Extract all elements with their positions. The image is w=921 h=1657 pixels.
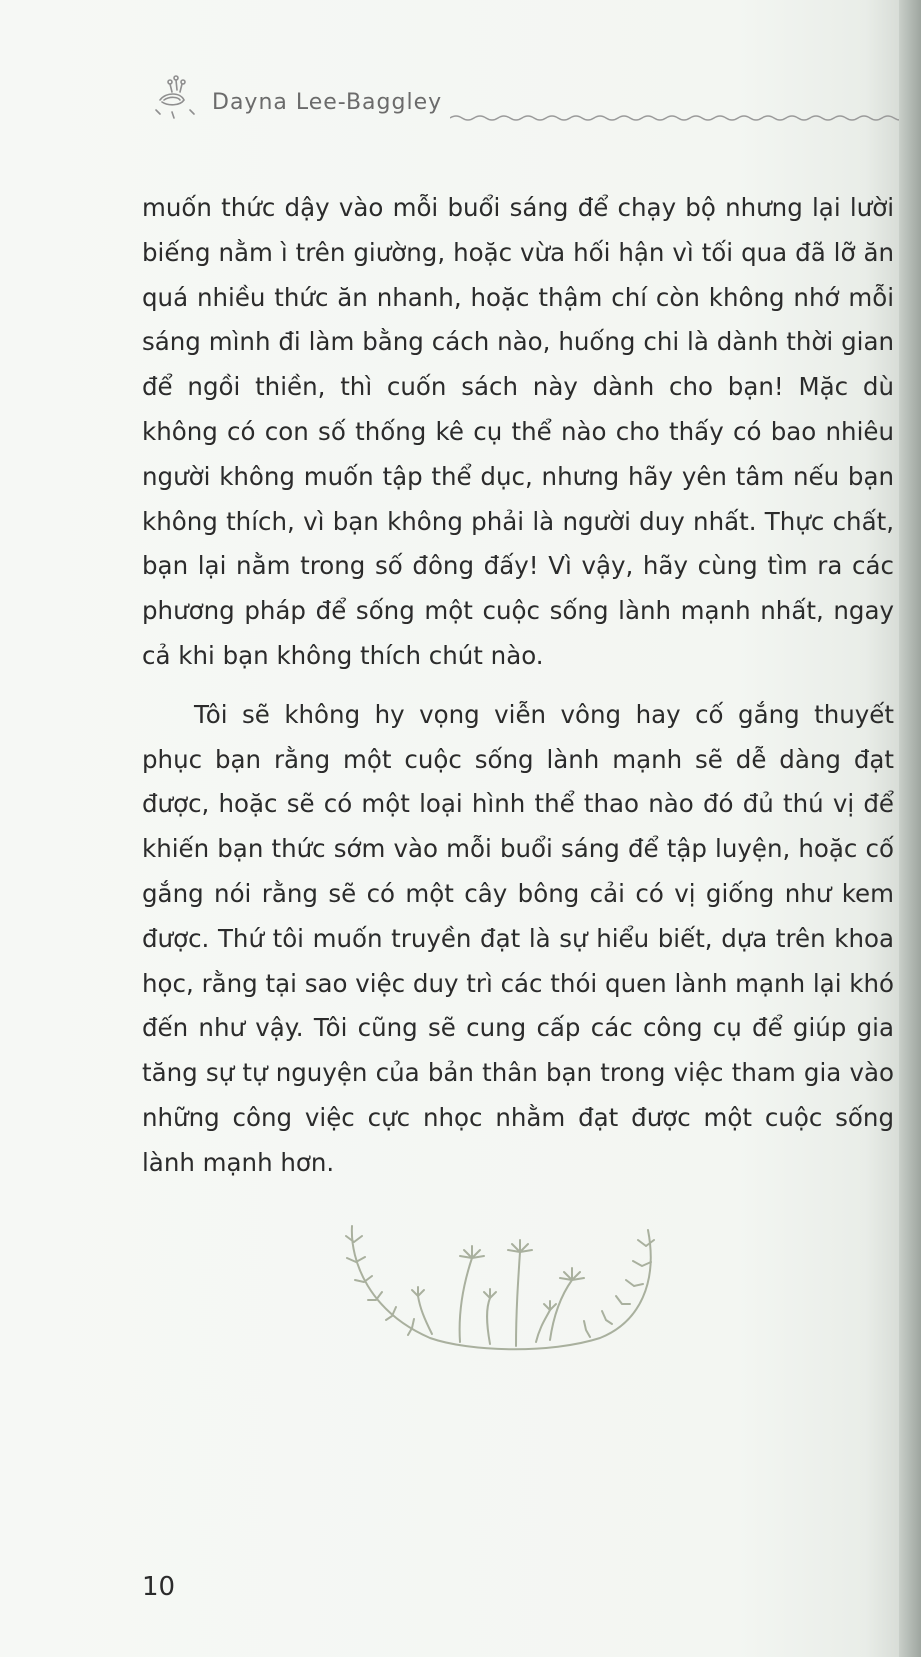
paragraph: muốn thức dậy vào mỗi buổi sáng để chạy bộ nhưng lại lười biếng nằm ì trên giường, hoặc vừa hối hận vì tối qua đã lỡ ăn quá nhiều thức ăn nhanh, hoặc thậm chí còn không nhớ mỗi sáng mình đi làm bằng cách nào, huống chi là dành thời gian để ngồi thiền, thì cuốn sách này dành cho bạn! Mặc dù không có con số thống kê cụ thể nào cho thấy có bao nhiêu người không muốn tập thể dục, nhưng hãy yên tâm nếu bạn không thích, vì bạn không phải là người duy nhất. Thực chất, bạn lại nằm trong số đông đấy! Vì vậy, hãy cùng tìm ra các phương pháp để sống một cuộc sống lành mạnh nhất, ngay cả khi bạn không thích chút nào. bbox=[142, 193, 894, 670]
page-edge-shadow bbox=[899, 0, 921, 1657]
author-name: Dayna Lee-Baggley bbox=[212, 90, 443, 115]
running-header bbox=[150, 70, 921, 130]
floral-wreath-icon bbox=[340, 1222, 690, 1362]
floral-header-icon bbox=[150, 70, 206, 126]
body-text bbox=[142, 186, 894, 1186]
header-wavy-rule bbox=[450, 112, 921, 124]
paragraph: Tôi sẽ không hy vọng viễn vông hay cố gắng thuyết phục bạn rằng một cuộc sống lành mạnh sẽ dễ dàng đạt được, hoặc sẽ có một loại hình thể thao nào đó đủ thú vị để khiến bạn thức sớm vào mỗi buổi sáng để tập luyện, hoặc cố gắng nói rằng sẽ có một cây bông cải có vị giống như kem được. Thứ tôi muốn truyền đạt là sự hiểu biết, dựa trên khoa học, rằng tại sao việc duy trì các thói quen lành mạnh lại khó đến như vậy. Tôi cũng sẽ cung cấp các công cụ để giúp gia tăng sự tự nguyện của bản thân bạn trong việc tham gia vào những công việc cực nhọc nhằm đạt được một cuộc sống lành mạnh hơn. bbox=[142, 699, 894, 1177]
page-number: 10 bbox=[142, 1572, 176, 1602]
